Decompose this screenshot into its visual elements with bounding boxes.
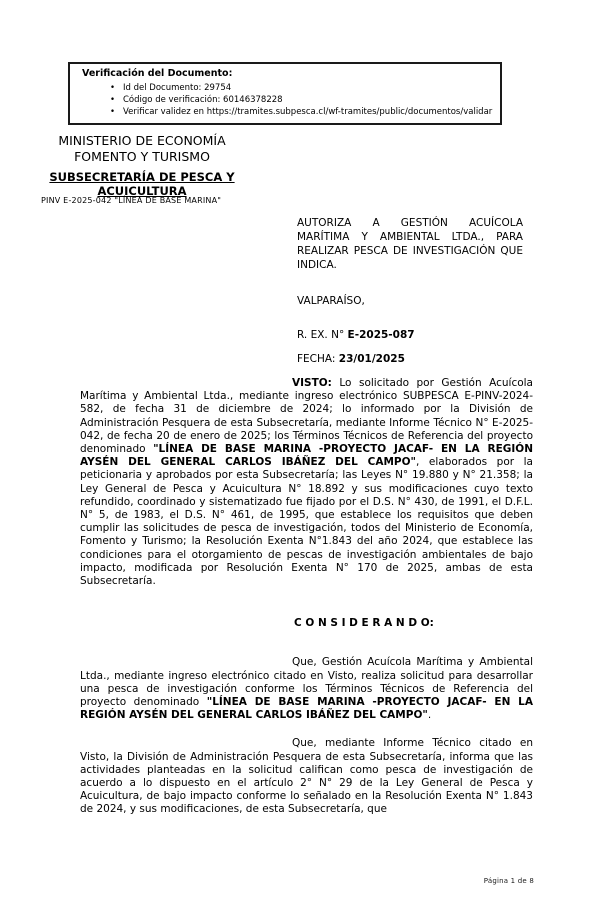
considerando-paragraph-1 xyxy=(80,656,533,722)
org-header xyxy=(38,133,246,198)
resolution-date-value: 23/01/2025 xyxy=(338,353,405,365)
resolution-date-label: FECHA: xyxy=(297,353,339,365)
verification-item-text: Verificar validez en https://tramites.subpesca.cl/wf-tramites/public/documentos/validar xyxy=(123,107,493,117)
text-run: , elaborados por la peticionaria y aprobados por esta Subsecretaría; las Leyes N° 19.880 y N° 21.358; la Ley General de Pesca y Acuicultura N° 18.892 y sus modificaciones cuyo texto refundido, coordinado y sistematizado fue fijado por el D.S. N° 430, de 1991, el D.F.L. N° 5, de 1983, el D.S. N° 461, de 1995, que establece los requisitos que deben cumplir las solicitudes de pesca de investigación, todos del Ministerio de Economía, Fomento y Turismo; la Resolución Exenta N°1.843 del año 2024, que establece las condiciones para el otorgamiento de pescas de investigación ambientales de bajo impacto, modificada por Resolución Exenta N° 170 de 2025, ambas de esta Subsecretaría. xyxy=(80,456,533,588)
text-run: Lo solicitado por Gestión Acuícola Marítima y Ambiental Ltda., mediante ingreso electrónico SUBPESCA E-PINV-2024-582, de fecha 31 de diciembre de 2024; lo informado por la División de Administración Pesquera de esta Subsecretaría, mediante Informe Técnico N° E-2025-042, de fecha 20 de enero de 2025; los Términos Técnicos de Referencia del proyecto denominado xyxy=(80,377,533,456)
considerando-paragraph-2: Que, mediante Informe Técnico citado en Visto, la División de Administración Pesquera de esta Subsecretaría, informa que las actividades planteadas en la solicitud califican como pesca de investigación de acuerdo a lo dispuesto en el artículo 2° N° 29 de la Ley General de Pesca y Acuicultura, de bajo impacto conforme lo señalado en la Resolución Exenta N° 1.843 de 2024, y sus modificaciones, de esta Subsecretaría, que xyxy=(80,737,533,816)
resolution-subject: AUTORIZA A GESTIÓN ACUÍCOLA MARÍTIMA Y AMBIENTAL LTDA., PARA REALIZAR PESCA DE INVESTIGACIÓN QUE INDICA. xyxy=(297,217,523,271)
project-title-bold: "LÍNEA DE BASE MARINA -PROYECTO JACAF- EN LA REGIÓN AYSÉN DEL GENERAL CARLOS IBÁÑEZ DEL CAMPO" xyxy=(80,443,533,469)
text-run: Que, Gestión Acuícola Marítima y Ambiental Ltda., mediante ingreso electrónico citado en Visto, realiza solicitud para desarrollar una pesca de investigación conforme los Términos Técnicos de Referencia del proyecto denominado xyxy=(80,656,533,709)
project-title-bold: "LÍNEA DE BASE MARINA -PROYECTO JACAF- EN LA REGIÓN AYSÉN DEL GENERAL CARLOS IBÁÑEZ DEL CAMPO" xyxy=(80,696,533,722)
document-body xyxy=(80,377,533,817)
project-reference: PINV E-2025-042 "LÍNEA DE BASE MARINA" xyxy=(41,196,222,205)
verification-item-text: Id del Documento: 29754 xyxy=(123,83,232,93)
verification-item-url xyxy=(110,106,496,118)
considerando-heading: C O N S I D E R A N D O: xyxy=(294,617,434,630)
resolution-heading-block xyxy=(297,216,523,365)
resolution-number-label: R. EX. N° xyxy=(297,329,348,341)
page-indicator: Página 1 de 8 xyxy=(483,877,534,885)
verification-item-code xyxy=(110,94,496,106)
visto-label: VISTO: xyxy=(292,377,332,389)
verification-item-text: Código de verificación: 60146378228 xyxy=(123,95,283,105)
resolution-number-line xyxy=(297,329,523,341)
visto-paragraph xyxy=(80,377,533,588)
department-name: SUBSECRETARÍA DE PESCA Y ACUICULTURA xyxy=(49,170,235,198)
verification-title: Verificación del Documento: xyxy=(82,68,233,79)
ministry-name-line1: MINISTERIO DE ECONOMÍA xyxy=(58,133,226,148)
resolution-number-value: E-2025-087 xyxy=(347,329,415,341)
verification-item-document-id xyxy=(110,82,496,94)
text-run: . xyxy=(427,709,432,722)
verification-box xyxy=(68,62,502,125)
verification-list xyxy=(82,82,496,118)
ministry-name-line2: FOMENTO Y TURISMO xyxy=(74,148,210,164)
resolution-date-line xyxy=(297,353,523,365)
city-line: VALPARAÍSO, xyxy=(297,295,365,307)
